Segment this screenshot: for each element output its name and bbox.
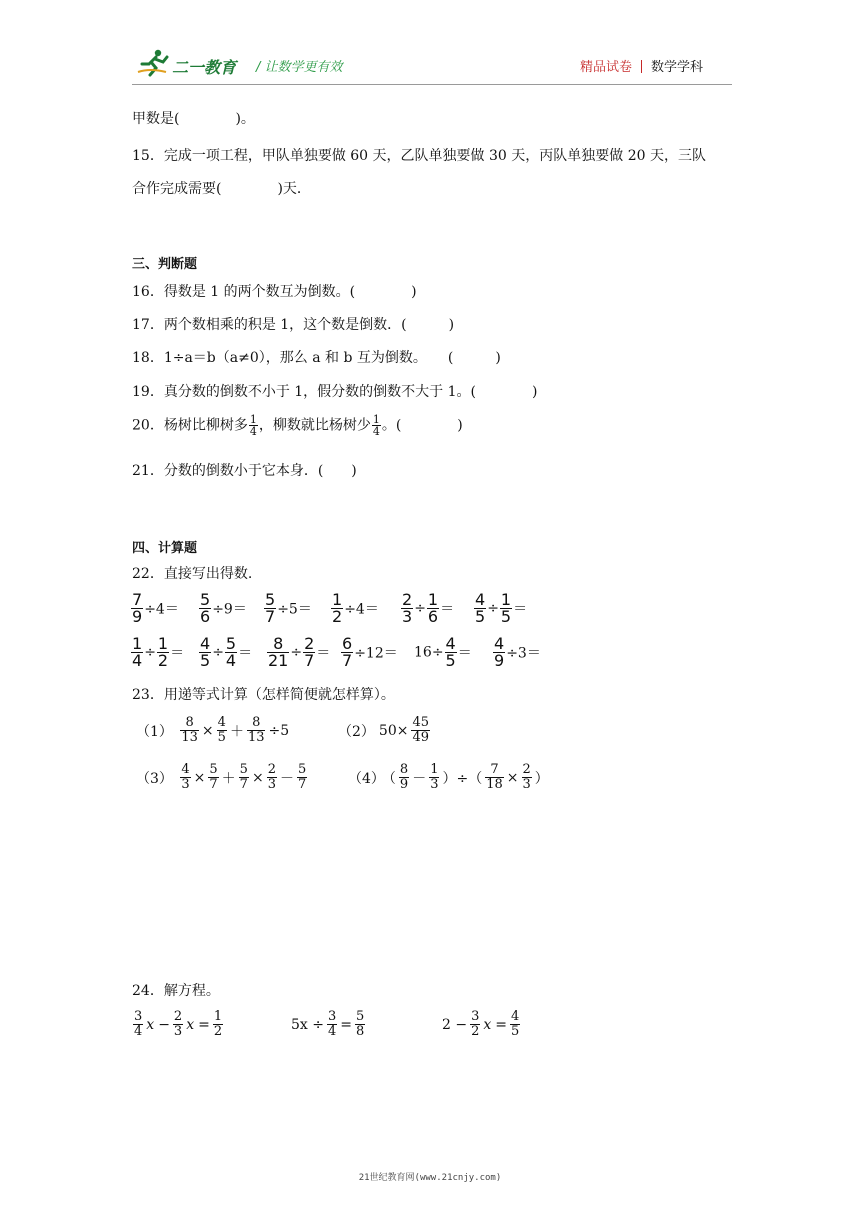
mental-math-item: $\frac{4}{5}$ ÷ $\frac{5}{4}$ ＝ [200,634,253,670]
fraction: $\frac{7}{18}$ [486,762,503,792]
q23-expr-2: （2） 50× $\frac{45}{49}$ [338,715,430,745]
mental-math-item: 16÷ $\frac{4}{5}$ ＝ [414,634,472,670]
mental-math-item: $\frac{4}{9}$ ÷3＝ [494,634,541,670]
q18: 18．1÷a＝b（a≠0），那么 a 和 b 互为倒数。 ( ) [132,350,501,366]
q14-tail: 甲数是( )。 [132,111,255,127]
fraction: $\frac{4}{5}$ [475,590,486,626]
mental-math-item: $\frac{2}{3}$ ÷ $\frac{1}{6}$ ＝ [402,590,455,626]
q23-expr-1: （1） $\frac{8}{13}$ × $\frac{4}{5}$ ＋ $\frac{8}{13}$ ÷5 [136,715,290,745]
equation-3: 2 − $\frac{3}{2}$ x = $\frac{4}{5}$ [442,1009,520,1039]
equation-1: $\frac{3}{4}$ x − $\frac{2}{3}$ x = $\frac{1}{2}$ [134,1009,223,1039]
fraction: $\frac{1}{4}$ [132,634,143,670]
q19: 19．真分数的倒数不小于 1，假分数的倒数不大于 1。( ) [132,384,538,400]
fraction: $\frac{1}{2}$ [213,1009,223,1039]
mental-math-item: $\frac{4}{5}$ ÷ $\frac{1}{5}$ ＝ [475,590,528,626]
fraction: $\frac{4}{9}$ [494,634,505,670]
subject-label: 数学学科 [651,60,704,75]
fraction: $\frac{8}{21}$ [268,634,289,670]
fraction: $\frac{4}{5}$ [217,715,226,745]
q17: 17．两个数相乘的积是 1，这个数是倒数．( ) [132,317,455,333]
fraction: $\frac{1}{2}$ [332,590,343,626]
equation-2: 5x ÷ $\frac{3}{4}$ = $\frac{5}{8}$ [291,1009,365,1039]
mental-math-item: $\frac{6}{7}$ ÷12＝ [342,634,398,670]
fraction: $\frac{2}{7}$ [304,634,315,670]
section3-title: 三、判断题 [132,257,198,272]
fraction: $\frac{4}{5}$ [200,634,211,670]
fraction: $\frac{3}{4}$ [134,1009,143,1039]
mental-math-item: $\frac{8}{21}$ ÷ $\frac{2}{7}$ ＝ [268,634,331,670]
fraction-one-quarter: $\frac{1}{4}$ [372,413,380,438]
header-right [580,56,703,75]
fraction: $\frac{3}{4}$ [327,1009,337,1039]
fraction: $\frac{2}{3}$ [402,590,413,626]
fraction: $\frac{2}{3}$ [267,762,276,792]
q22: 22．直接写出得数. [132,566,253,582]
logo-text: 二一教育 [172,58,237,77]
fraction: $\frac{7}{9}$ [132,590,143,626]
fraction: $\frac{5}{7}$ [209,762,218,792]
q15-line2: 合作完成需要( )天． [132,181,311,197]
quality-label: 精品试卷 [580,60,633,75]
fraction: $\frac{5}{4}$ [225,634,237,670]
mental-math-row-2 [130,636,730,674]
fraction: $\frac{6}{7}$ [342,634,353,670]
slogan: / 让数学更有效 [256,60,343,75]
runner-logo-icon [136,48,170,78]
fraction: $\frac{1}{2}$ [157,634,169,670]
fraction: $\frac{1}{6}$ [427,590,439,626]
mental-math-item: $\frac{5}{7}$ ÷5＝ [265,590,312,626]
fraction: $\frac{8}{13}$ [247,715,265,745]
fraction: $\frac{2}{3}$ [522,762,531,792]
header-divider [641,60,642,73]
q20-part1: 20．杨树比柳树多 [132,417,248,434]
q23: 23．用递等式计算（怎样简便就怎样算）。 [132,687,395,703]
q20-part2: ，柳数就比杨树少 [258,417,371,434]
fraction: $\frac{5}{6}$ [200,590,211,626]
fraction: $\frac{4}{5}$ [445,634,456,670]
fraction-one-quarter: $\frac{1}{4}$ [249,413,257,438]
q24: 24．解方程。 [132,983,220,999]
fraction: $\frac{3}{2}$ [471,1009,480,1039]
fraction: $\frac{5}{7}$ [239,762,248,792]
footer: 21世纪教育网(www.21cnjy.com) [358,1173,502,1183]
fraction: $\frac{8}{9}$ [399,762,409,792]
q16: 16．得数是 1 的两个数互为倒数。( ) [132,284,417,300]
q20-part3: 。( ) [381,417,463,434]
mental-math-row-1 [130,592,730,630]
fraction: $\frac{5}{7}$ [265,590,276,626]
fraction: $\frac{8}{13}$ [181,715,198,745]
mental-math-item: $\frac{7}{9}$ ÷4＝ [132,590,179,626]
fraction: $\frac{1}{5}$ [500,590,512,626]
fraction: $\frac{2}{3}$ [173,1009,183,1039]
section4-title: 四、计算题 [132,541,198,556]
mental-math-item: $\frac{5}{6}$ ÷9＝ [200,590,247,626]
q23-expr-4: （4） （ $\frac{8}{9}$ － $\frac{1}{3}$ ）÷（ $\frac{7}{18}$ × $\frac{2}{3}$ ） [348,762,549,792]
q23-expr-3: （3） $\frac{4}{3}$ × $\frac{5}{7}$ ＋ $\frac{5}{7}$ × $\frac{2}{3}$ － $\frac{5}{7}$ [136,762,307,792]
fraction: $\frac{4}{5}$ [511,1009,520,1039]
fraction: $\frac{1}{3}$ [430,762,439,792]
q20 [132,414,463,437]
fraction: $\frac{5}{8}$ [356,1009,365,1039]
mental-math-item: $\frac{1}{2}$ ÷4＝ [332,590,379,626]
fraction: $\frac{4}{3}$ [181,762,190,792]
header-rule [132,84,732,85]
mental-math-item: $\frac{1}{4}$ ÷ $\frac{1}{2}$ ＝ [132,634,185,670]
fraction: $\frac{5}{7}$ [297,762,307,792]
q21: 21．分数的倒数小于它本身．( ) [132,463,357,479]
fraction: $\frac{45}{49}$ [412,715,430,745]
q15-line1: 15．完成一项工程，甲队单独要做 60 天，乙队单独要做 30 天，丙队单独要做 20 天，三队 [132,148,706,164]
